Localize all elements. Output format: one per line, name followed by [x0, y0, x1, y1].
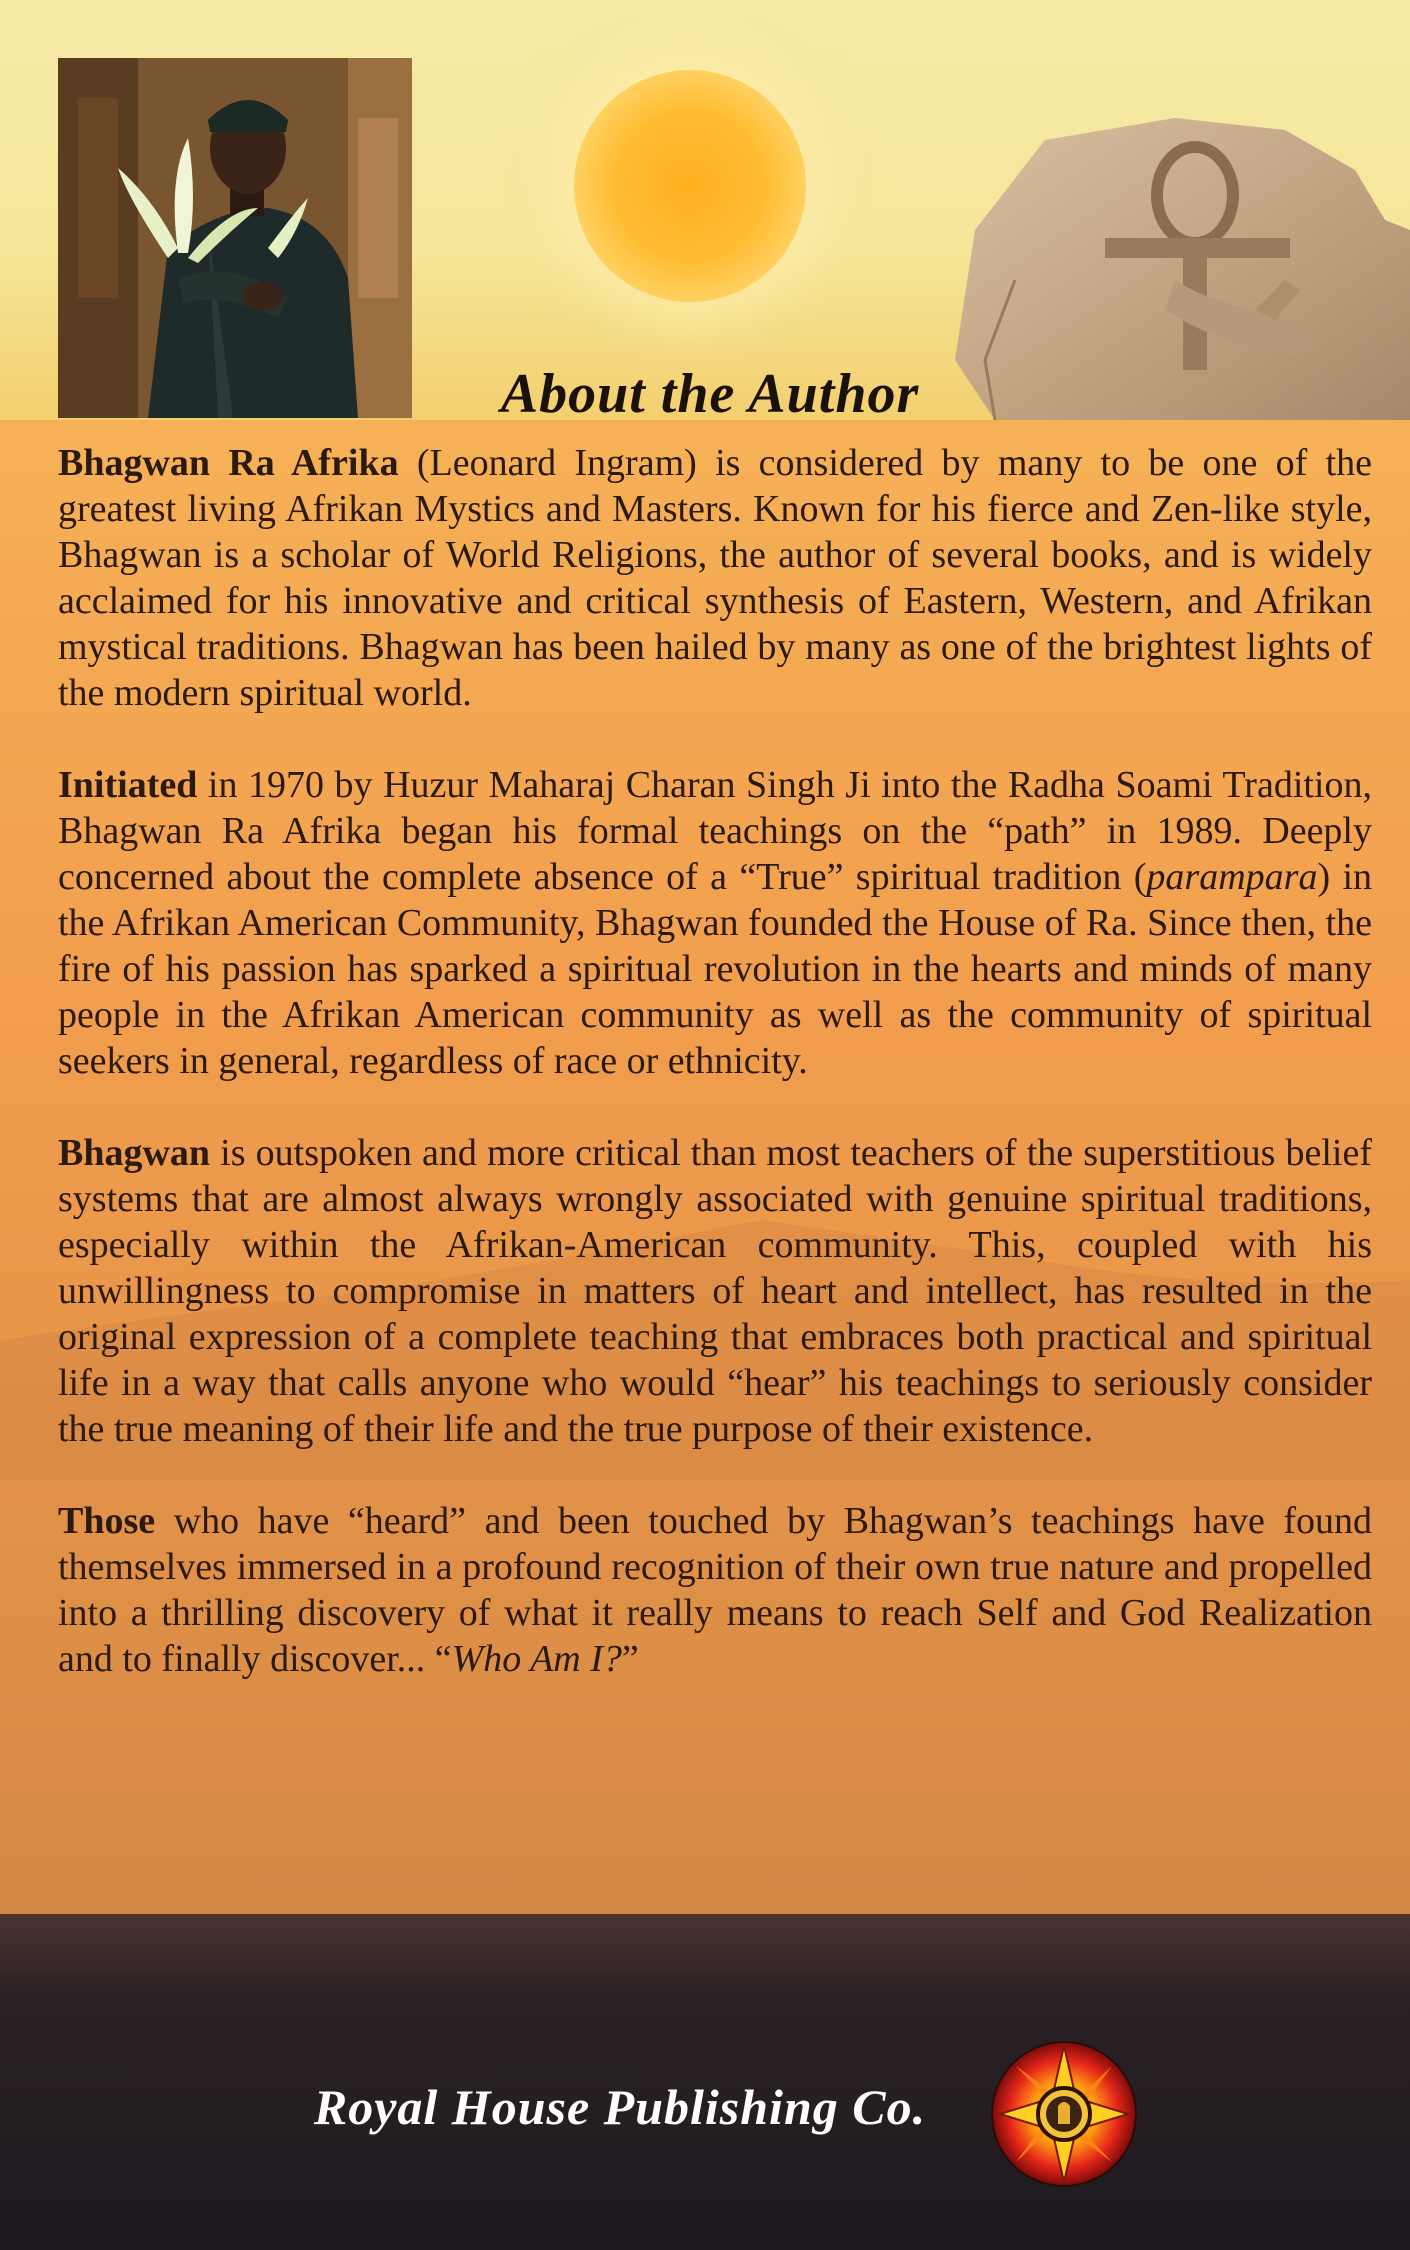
bio-lead-4: Those: [58, 1500, 156, 1542]
page-title: About the Author: [500, 363, 920, 425]
bio-italic-2: parampara: [1146, 856, 1318, 898]
bio-paragraph-3: [58, 1130, 1372, 1452]
author-photo: [58, 58, 412, 418]
bio-paragraph-4: [58, 1498, 1372, 1682]
bio-text-1: (Leonard Ingram) is considered by many to be one of the greatest living Afrikan Mystics and Masters. Known for his fierce and Zen-like style, Bhagwan is a scholar of World Religions, the author of several books, and is widely acclaimed for his innovative and critical synthesis of Eastern, Western, and Afrikan mystical traditions. Bhagwan has been hailed by many as one of the brightest lights of the modern spiritual world.: [58, 442, 1372, 714]
sun-icon: [574, 70, 806, 302]
bio-text-4b: ”: [621, 1638, 639, 1680]
bio-paragraph-1: [58, 440, 1372, 716]
ankh-stone-carving: [955, 110, 1410, 420]
bio-paragraph-2: [58, 762, 1372, 1084]
bio-text-2a: in 1970 by Huzur Maharaj Charan Singh Ji into the Radha Soami Tradition, Bhagwan Ra Afrika began his formal teachings on the “path” in 1989. Deeply concerned about the complete absence of a “True” spiritual tradition (: [58, 764, 1372, 898]
publisher-name: Royal House Publishing Co.: [313, 2079, 927, 2135]
bio-text-2b: ) in the Afrikan American Community, Bhagwan founded the House of Ra. Since then, the fire of his passion has sparked a spiritual revolution in the hearts and minds of many people in the Afrikan American community as well as the community of spiritual seekers in general, regardless of race or ethnicity.: [58, 856, 1372, 1082]
author-photo-illustration: [58, 58, 412, 418]
biography-text: [58, 440, 1372, 1728]
bio-lead-2: Initiated: [58, 764, 198, 806]
bio-lead-3: Bhagwan: [58, 1132, 211, 1174]
bio-text-3: is outspoken and more critical than most teachers of the superstitious belief systems that are almost always wrongly associated with genuine spiritual traditions, especially within the Afrikan-American community. This, coupled with his unwillingness to compromise in matters of heart and intellect, has resulted in the original expression of a complete teaching that embraces both practical and spiritual life in a way that calls anyone who would “hear” his teachings to seriously consider the true meaning of their life and the true purpose of their existence.: [58, 1132, 1372, 1450]
bio-lead-1: Bhagwan Ra Afrika: [58, 442, 399, 484]
star-sun-emblem-icon: [990, 2040, 1138, 2188]
bio-italic-4: Who Am I?: [451, 1638, 622, 1680]
bio-text-4a: who have “heard” and been touched by Bhagwan’s teachings have found themselves immersed in a profound recognition of their own true nature and propelled into a thrilling discovery of what it really means to reach Self and God Realization and to finally discover... “: [58, 1500, 1372, 1680]
